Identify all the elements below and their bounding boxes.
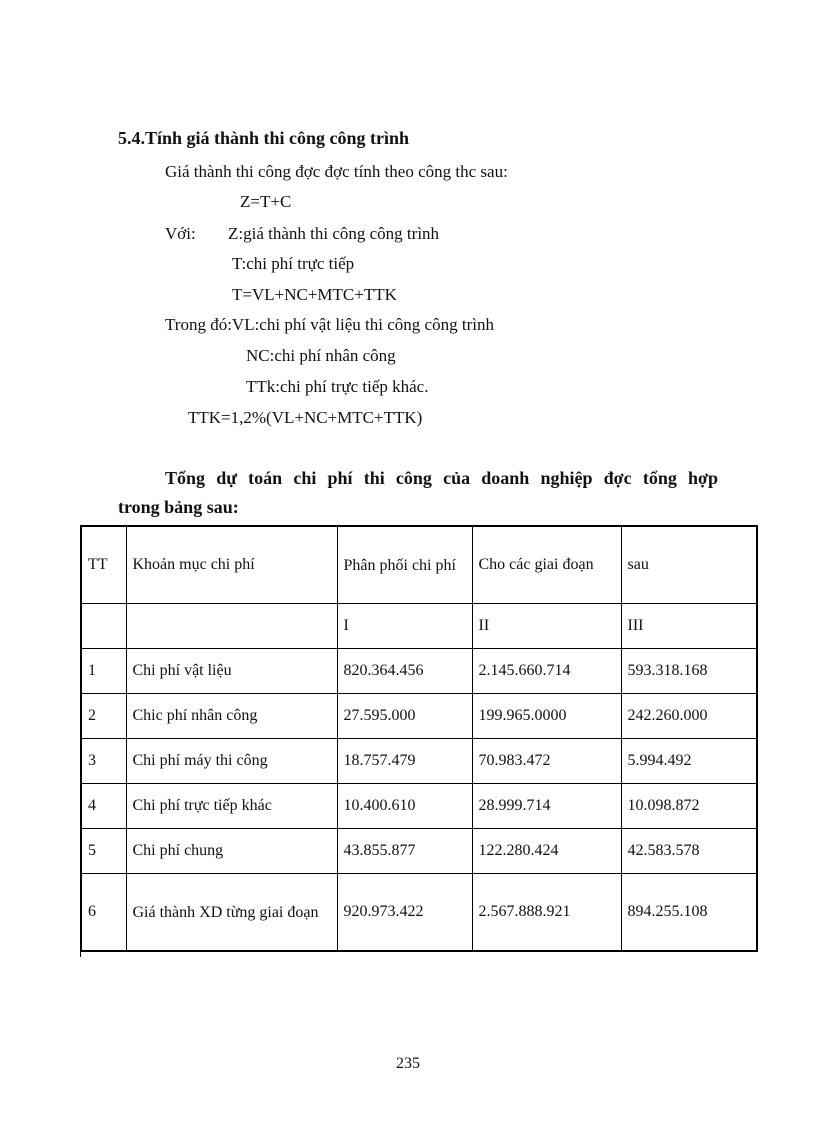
table-cell: 4 [81, 784, 126, 829]
table-cell: 242.260.000 [621, 694, 757, 739]
table-row [81, 784, 757, 829]
table-cell: 2.567.888.921 [472, 874, 621, 952]
formula-line: Z=T+C [240, 192, 292, 211]
table-cell: 820.364.456 [337, 649, 472, 694]
table-cell: 10.400.610 [337, 784, 472, 829]
text-line: Trong đó:VL:chi phí vật liệu thi công công trình [165, 315, 494, 334]
header-cell: TT [81, 526, 126, 604]
subheader-cell: I [337, 604, 472, 649]
text-line: NC:chi phí nhân công [246, 346, 396, 365]
table-cell: 18.757.479 [337, 739, 472, 784]
table-cell: 28.999.714 [472, 784, 621, 829]
table-cell: Chic phí nhân công [126, 694, 337, 739]
subheader-cell: II [472, 604, 621, 649]
table-cell: 42.583.578 [621, 829, 757, 874]
text-line: Với: [165, 224, 196, 243]
table-cell: 2.145.660.714 [472, 649, 621, 694]
table-row [81, 694, 757, 739]
header-cell: Phân phối chi phí [337, 526, 472, 604]
formula-line: T=VL+NC+MTC+TTK [232, 285, 397, 304]
table-cell: 2 [81, 694, 126, 739]
table-row [81, 829, 757, 874]
text-line: Z:giá thành thi công công trình [228, 224, 440, 243]
table-row [81, 739, 757, 784]
table-row [81, 649, 757, 694]
table-header-row [81, 526, 757, 604]
table-row [81, 874, 757, 952]
table-cell: 3 [81, 739, 126, 784]
section-heading: 5.4.Tính giá thành thi công công trình [118, 128, 410, 148]
page-number: 235 [396, 1055, 420, 1072]
header-cell: sau [621, 526, 757, 604]
table-cell: Giá thành XD từng giai đoạn [126, 874, 337, 952]
cost-table [80, 525, 758, 952]
table-cell: 27.595.000 [337, 694, 472, 739]
table-cell: 920.973.422 [337, 874, 472, 952]
summary-line-1: Tổng dự toán chi phí thi công của doanh nghiệp đợc tổng hợp [165, 468, 718, 488]
table-cell: Chi phí vật liệu [126, 649, 337, 694]
header-cell: Khoản mục chi phí [126, 526, 337, 604]
header-cell: Cho các giai đoạn [472, 526, 621, 604]
table-cell: Chi phí trực tiếp khác [126, 784, 337, 829]
summary-line-2: trong bảng sau: [118, 497, 239, 517]
table-cell: Chi phí chung [126, 829, 337, 874]
subheader-cell [126, 604, 337, 649]
table-subheader-row [81, 604, 757, 649]
table-cell: 5 [81, 829, 126, 874]
table-cell: 593.318.168 [621, 649, 757, 694]
table-cell: 6 [81, 874, 126, 952]
table-cell: 10.098.872 [621, 784, 757, 829]
table-cell: 894.255.108 [621, 874, 757, 952]
text-line: T:chi phí trực tiếp [232, 254, 355, 273]
table-cell: 122.280.424 [472, 829, 621, 874]
text-line: Giá thành thi công đợc đợc tính theo công thc sau: [165, 162, 508, 181]
table-cell: 1 [81, 649, 126, 694]
table-left-rule [80, 525, 84, 957]
text-line: TTk:chi phí trực tiếp khác. [246, 377, 429, 396]
subheader-cell [81, 604, 126, 649]
table-cell: 43.855.877 [337, 829, 472, 874]
table-cell: 5.994.492 [621, 739, 757, 784]
formula-line: TTK=1,2%(VL+NC+MTC+TTK) [188, 408, 423, 427]
subheader-cell: III [621, 604, 757, 649]
table-cell: Chi phí máy thi công [126, 739, 337, 784]
table-cell: 199.965.0000 [472, 694, 621, 739]
table-cell: 70.983.472 [472, 739, 621, 784]
